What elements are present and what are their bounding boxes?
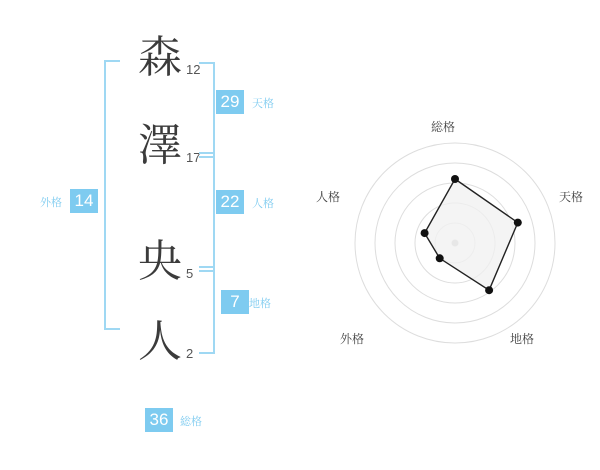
score-badge-jinkaku: 22 bbox=[216, 190, 244, 214]
jinkaku-bracket bbox=[199, 152, 215, 272]
kanji-4: 人 bbox=[138, 316, 182, 367]
kanji-4-strokes: 2 bbox=[186, 346, 194, 361]
score-label-chikaku: 地格 bbox=[249, 298, 271, 310]
kanji-2-strokes: 17 bbox=[186, 150, 201, 165]
radar-polygon bbox=[425, 179, 518, 290]
radar-point-chikaku bbox=[485, 286, 493, 294]
radar-axis-label-soukaku: 総格 bbox=[431, 120, 456, 134]
kanji-2: 澤 bbox=[138, 120, 182, 171]
score-label-jinkaku: 人格 bbox=[252, 198, 274, 210]
score-label-soukaku: 総格 bbox=[180, 416, 202, 428]
kanji-3: 央 bbox=[138, 236, 182, 287]
kanji-1: 森 bbox=[138, 32, 182, 83]
kanji-3-strokes: 5 bbox=[186, 266, 194, 281]
score-label-tenkaku: 天格 bbox=[252, 98, 274, 110]
radar-axis-label-tenkaku: 天格 bbox=[559, 190, 584, 204]
radar-point-jinkaku bbox=[421, 229, 429, 237]
radar-chart-svg bbox=[310, 0, 600, 470]
score-label-gaikaku: 外格 bbox=[40, 197, 62, 209]
radar-axis-label-jinkaku: 人格 bbox=[316, 190, 341, 204]
score-badge-tenkaku: 29 bbox=[216, 90, 244, 114]
chikaku-bracket bbox=[199, 266, 215, 354]
tenkaku-bracket bbox=[199, 62, 215, 158]
radar-point-gaikaku bbox=[436, 254, 444, 262]
radar-chart-panel bbox=[310, 0, 600, 470]
radar-series bbox=[421, 175, 522, 294]
radar-point-tenkaku bbox=[514, 219, 522, 227]
score-badge-gaikaku: 14 bbox=[70, 189, 98, 213]
outer-bracket bbox=[104, 60, 120, 330]
score-badge-soukaku: 36 bbox=[145, 408, 173, 432]
radar-axis-label-gaikaku: 外格 bbox=[340, 332, 365, 346]
score-badge-chikaku: 7 bbox=[221, 290, 249, 314]
radar-axis-label-chikaku: 地格 bbox=[510, 332, 535, 346]
kanji-1-strokes: 12 bbox=[186, 62, 201, 77]
radar-point-soukaku bbox=[451, 175, 459, 183]
